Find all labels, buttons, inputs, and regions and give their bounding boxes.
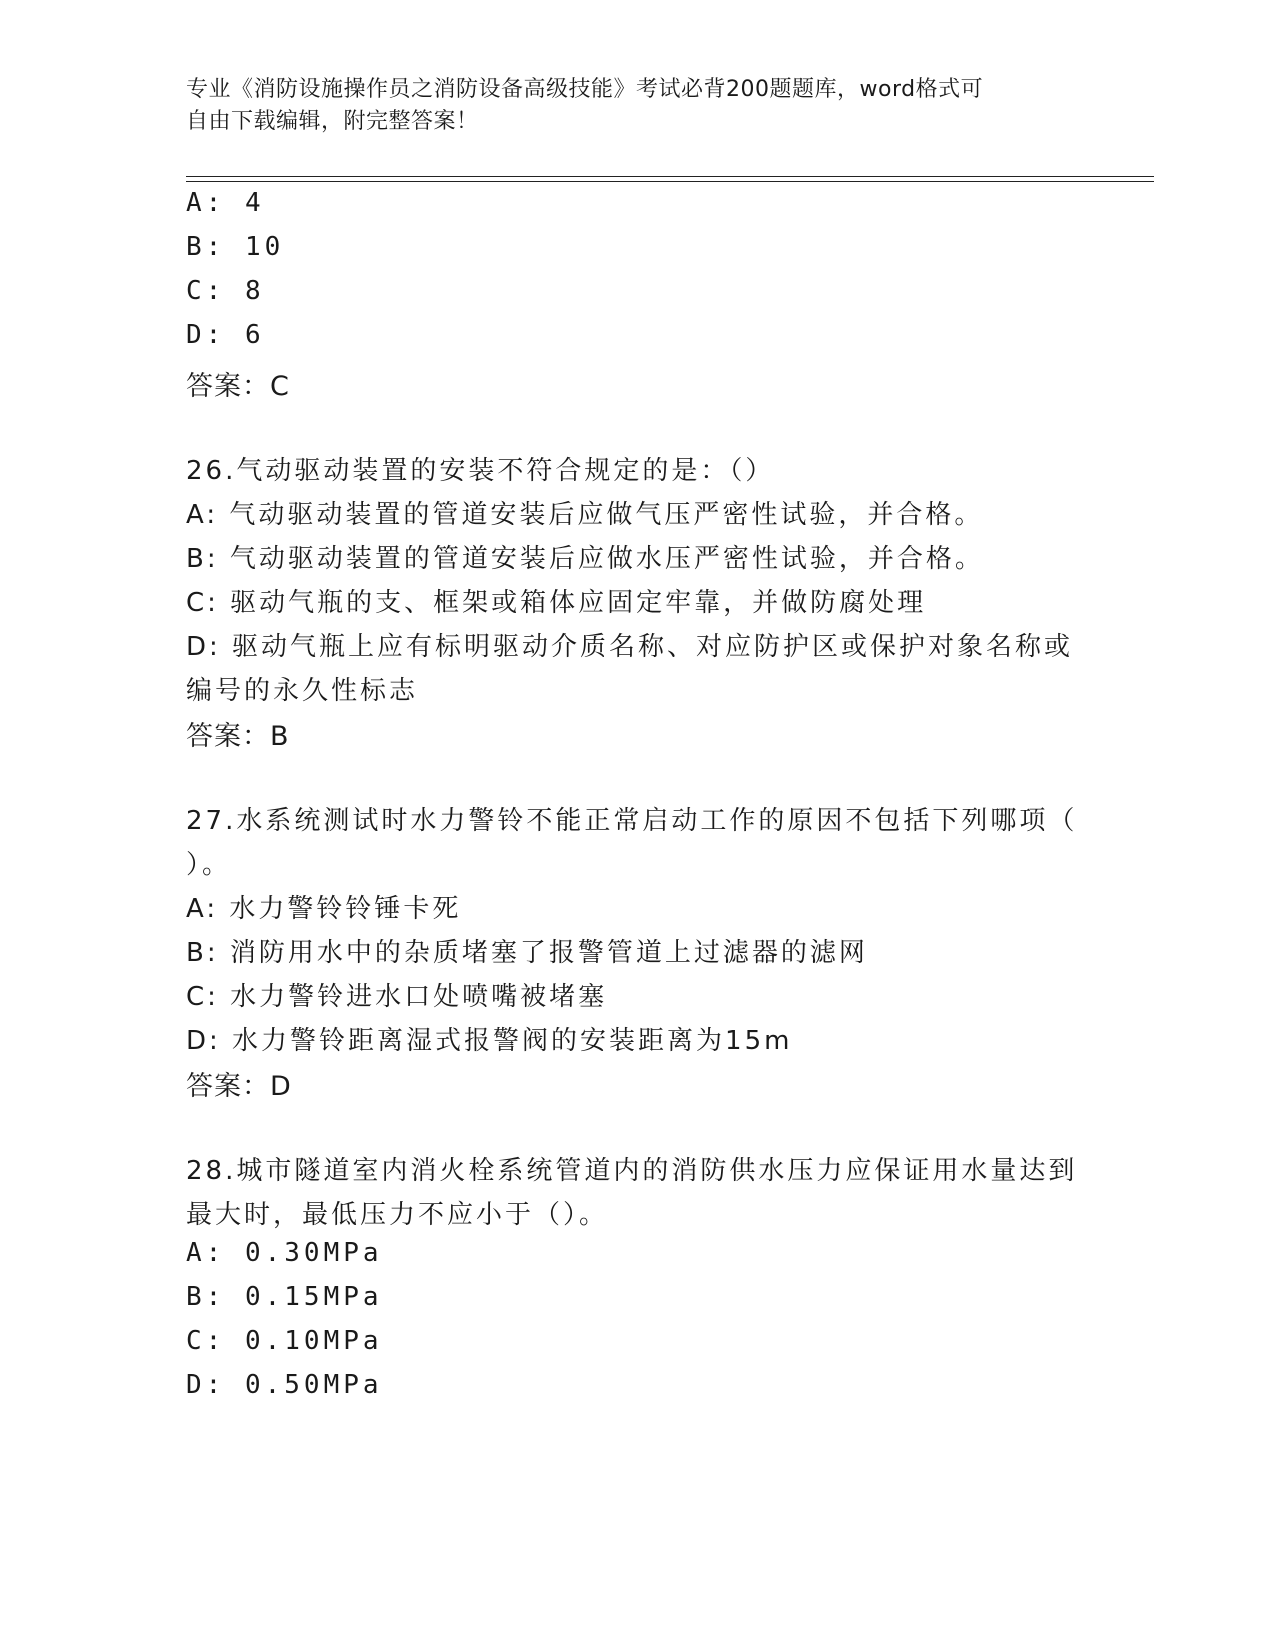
q26-answer: 答案：B [186,721,290,752]
header-line-2: 自由下载编辑，附完整答案！ [186,109,479,134]
q27-option-d: D: 水力警铃距离湿式报警阀的安装距离为15m [186,1026,793,1056]
q26-option-c: C: 驱动气瓶的支、框架或箱体应固定牢靠，并做防腐处理 [186,588,927,618]
q27-option-b: B: 消防用水中的杂质堵塞了报警管道上过滤器的滤网 [186,938,868,968]
q28-option-b: B: 0.15MPa [186,1282,383,1312]
q26-option-d-cont: 编号的永久性标志 [186,676,419,706]
header-divider-bottom [186,181,1154,182]
prev-option-d: D: 6 [186,320,265,350]
prev-option-c: C: 8 [186,276,265,306]
q27-stem: 27.水系统测试时水力警铃不能正常启动工作的原因不包括下列哪项（ [186,806,1078,836]
q26-option-a: A: 气动驱动装置的管道安装后应做气压严密性试验，并合格。 [186,500,984,530]
q27-option-a: A: 水力警铃铃锤卡死 [186,894,462,924]
q27-option-c: C: 水力警铃进水口处喷嘴被堵塞 [186,982,608,1012]
q28-option-a: A: 0.30MPa [186,1238,383,1268]
q28-stem-cont: 最大时，最低压力不应小于（）。 [186,1200,609,1230]
q28-option-d: D: 0.50MPa [186,1370,383,1400]
prev-answer: 答案：C [186,371,290,402]
header-divider-top [186,176,1154,177]
header-line-1: 专业《消防设施操作员之消防设备高级技能》考试必背200题题库，word格式可 [186,77,984,102]
prev-option-b: B: 10 [186,232,285,262]
q26-stem: 26.气动驱动装置的安装不符合规定的是：（） [186,456,775,486]
prev-option-a: A: 4 [186,188,265,218]
document-header [186,74,1066,138]
q26-option-b: B: 气动驱动装置的管道安装后应做水压严密性试验，并合格。 [186,544,984,574]
q27-answer: 答案：D [186,1071,292,1102]
q28-option-c: C: 0.10MPa [186,1326,383,1356]
q27-stem-cont: ）。 [186,850,232,880]
q26-option-d: D: 驱动气瓶上应有标明驱动介质名称、对应防护区或保护对象名称或 [186,632,1074,662]
q28-stem: 28.城市隧道室内消火栓系统管道内的消防供水压力应保证用水量达到 [186,1156,1078,1186]
